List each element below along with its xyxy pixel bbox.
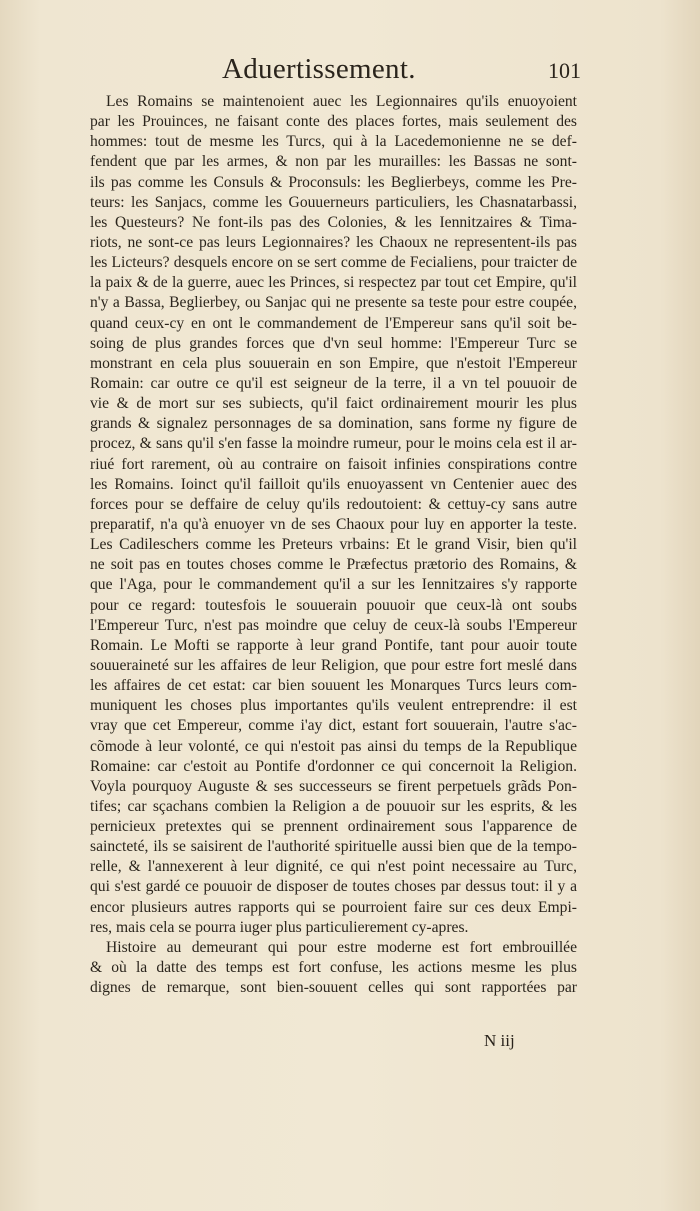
- text-line: la paix & de la guerre, auec les Princes, si respectez par tout cet Empire, qu'il: [90, 274, 577, 292]
- text-line: relle, & l'annexerent à leur dignité, ce qui n'est point necessaire au Turc,: [90, 858, 577, 876]
- text-line: n'y a Bassa, Beglierbey, ou Sanjac qui ne presente sa teste pour estre coupée,: [90, 294, 577, 312]
- text-line: par les Prouinces, ne faisant conte des places fortes, mais seulement des: [90, 113, 577, 131]
- page-header: [0, 52, 700, 86]
- text-line: Romaine: car c'estoit au Pontife d'ordonner ce qui concernoit la Religion.: [90, 757, 577, 775]
- text-line: Romain. Le Mofti se rapporte à leur grand Pontife, tant pour auoir toute: [90, 636, 577, 654]
- body-text: [90, 92, 577, 998]
- text-line: dignes de remarque, sont bien-souuent celles qui sont rapportées par: [90, 979, 577, 997]
- text-line: Romain: car outre ce qu'il est seigneur de la terre, il a vn tel pouuoir de: [90, 374, 577, 392]
- text-line: fendent que par les armes, & non par les murailles: les Bassas ne sont-: [90, 153, 577, 171]
- text-line: l'Empereur Turc, n'est pas moindre que celuy de ceux-là soubs l'Empereur: [90, 616, 577, 634]
- text-line: pernicieux pretextes qui se prennent ordinairement sous l'apparence de: [90, 818, 577, 836]
- text-line: riué fort rarement, où au contraire on faisoit infinies conspirations contre: [90, 455, 577, 473]
- text-line: saincteté, ils se saisirent de l'authorité spirituelle aussi bien que de la tempo-: [90, 838, 577, 856]
- page-number: 101: [548, 58, 581, 83]
- text-line: procez, & sans qu'il s'en fasse la moindre rumeur, pour le moins cela est il ar-: [90, 435, 577, 453]
- text-line: cõmode à leur volonté, ce qui n'estoit pas ainsi du temps de la Republique: [90, 737, 577, 755]
- text-line: que l'Aga, pour le commandement qu'il a sur les Iennitzaires s'y rapporte: [90, 576, 577, 594]
- text-line: tifes; car sçachans combien la Religion a de pouuoir sur les esprits, & les: [90, 797, 577, 815]
- text-line: hommes: tout de mesme les Turcs, qui à la Lacedemonienne ne se def-: [90, 133, 577, 151]
- text-line: monstrant en cela plus souuerain en son Empire, que n'estoit l'Empereur: [90, 354, 577, 372]
- text-line: muniquent les choses plus importantes qu'ils veulent entreprendre: il est: [90, 697, 577, 715]
- text-line: ne soit pas en toutes choses comme le Præfectus prætorio des Romains, &: [90, 556, 577, 574]
- text-line: grands & signalez personnages de sa domination, sans forme ny figure de: [90, 415, 577, 433]
- text-line: riots, ne sont-ce pas leurs Legionnaires? les Chaoux ne representent-ils pas: [90, 233, 577, 251]
- text-line: vray que cet Empereur, comme i'ay dict, estant fort souuerain, l'autre s'ac-: [90, 717, 577, 735]
- text-line: les Questeurs? Ne font-ils pas des Colonies, & les Iennitzaires & Tima-: [90, 213, 577, 231]
- text-line: les Romains. Ioinct qu'il failloit qu'ils enuoyassent vn Centenier auec des: [90, 475, 577, 493]
- text-line: pour ce regard: toutesfois le souuerain pouuoir que ceux-là ont soubs: [90, 596, 577, 614]
- signature-mark: N iij: [484, 1031, 515, 1050]
- text-line: forces pour se deffaire de celuy qu'ils redoutoient: & cettuy-cy sans autre: [90, 495, 577, 513]
- text-line: qui s'est gardé ce pouuoir de disposer de toutes choses par dessus tout: il y a: [90, 878, 577, 896]
- text-line: souueraineté sur les affaires de leur Religion, que pour estre fort meslé dans: [90, 656, 577, 674]
- text-line: Les Romains se maintenoient auec les Legionnaires qu'ils enuoyoient: [106, 93, 577, 110]
- running-title: Aduertissement.: [222, 53, 416, 85]
- text-line: & où la datte des temps est fort confuse, les actions mesme les plus: [90, 959, 577, 977]
- text-line: Voyla pourquoy Auguste & ses successeurs se firent perpetuels grãds Pon-: [90, 777, 577, 795]
- text-line: ils pas comme les Consuls & Proconsuls: les Beglierbeys, comme les Pre-: [90, 173, 577, 191]
- text-line: teurs: les Sanjacs, comme les Gouuerneurs particuliers, les Chasnatarbassi,: [90, 193, 577, 211]
- text-line: les affaires de cet estat: car bien souuent les Monarques Turcs leurs com-: [90, 677, 577, 695]
- text-line: res, mais cela se pourra iuger plus particulierement cy-apres.: [90, 918, 469, 936]
- text-line: Les Cadileschers comme les Preteurs vrbains: Et le grand Visir, bien qu'il: [90, 536, 577, 554]
- text-line: vie & de mort sur ses subiects, qu'il faict ordinairement mourir les plus: [90, 395, 577, 413]
- text-line: Histoire au demeurant qui pour estre moderne est fort embrouillée: [106, 938, 577, 956]
- text-line: encor plusieurs autres rapports qui se pourroient faire sur ces deux Empi-: [90, 898, 577, 916]
- text-line: preparatif, n'a qu'à enuoyer vn de ses Chaoux pour luy en apporter la teste.: [90, 515, 577, 533]
- text-line: les Licteurs? desquels encore on se sert comme de Fecialiens, pour traicter de: [90, 254, 577, 272]
- text-line: soing de plus grandes forces que d'vn seul homme: l'Empereur Turc se: [90, 334, 577, 352]
- text-line: quand ceux-cy en ont le commandement de l'Empereur sans qu'il soit be-: [90, 314, 577, 332]
